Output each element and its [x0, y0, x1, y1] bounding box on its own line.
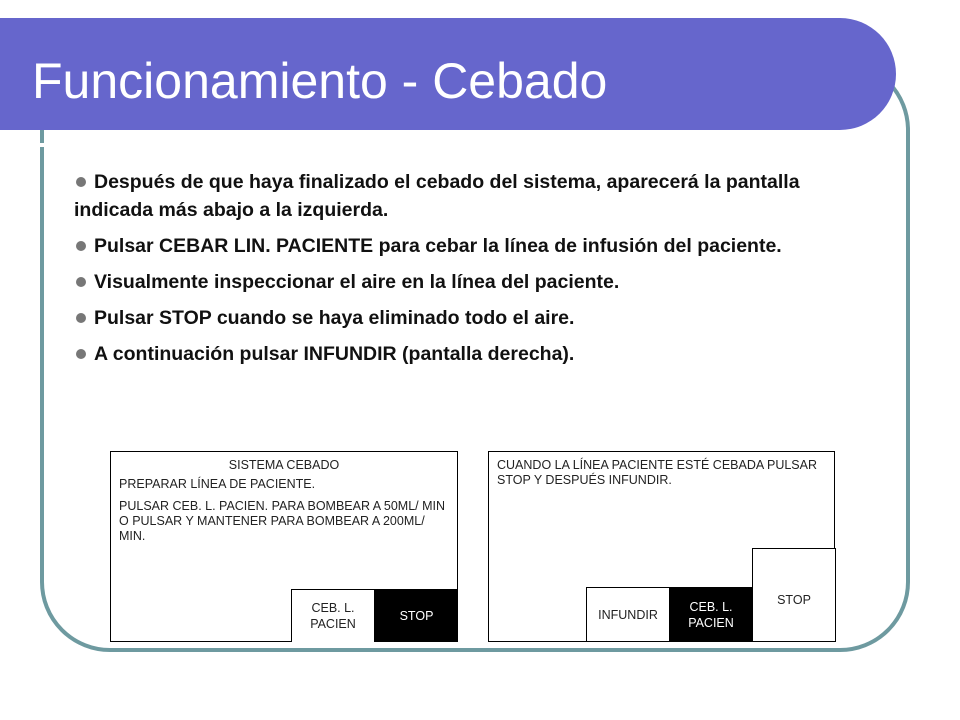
prime-button-label-1: CEB. L. [311, 601, 355, 615]
bullet-item [74, 340, 854, 368]
title-banner [0, 18, 896, 130]
bullet-list [74, 168, 854, 376]
bullet-dot-icon [76, 177, 86, 187]
bullet-dot-icon [76, 349, 86, 359]
bullet-item [74, 304, 854, 332]
screen-message: CUANDO LA LÍNEA PACIENTE ESTÉ CEBADA PULSAR STOP Y DESPUÉS INFUNDIR. [497, 458, 818, 487]
bullet-dot-icon [76, 277, 86, 287]
prime-patient-line-button[interactable] [670, 587, 752, 642]
screen-instruction-2: PULSAR CEB. L. PACIEN. PARA BOMBEAR A 50ML/ MIN O PULSAR Y MANTENER PARA BOMBEAR A 200ML/ MIN. [119, 499, 446, 543]
prime-button-label-2: PACIEN [688, 615, 734, 630]
bullet-text: Pulsar STOP cuando se haya eliminado todo el aire. [94, 307, 575, 329]
infuse-button[interactable]: INFUNDIR [586, 587, 670, 642]
bullet-text: Después de que haya finalizado el cebado del sistema, aparecerá la pantalla indicada más abajo a la izquierda. [74, 171, 800, 221]
bullet-dot-icon [76, 241, 86, 251]
right-device-screen [488, 451, 835, 642]
prime-button-label-2: PACIEN [310, 617, 356, 631]
bullet-text: Visualmente inspeccionar el aire en la línea del paciente. [94, 271, 620, 293]
stop-button[interactable]: STOP [375, 589, 458, 642]
stop-button[interactable]: STOP [752, 548, 836, 642]
left-device-screen [110, 451, 458, 642]
bullet-item [74, 268, 854, 296]
slide-title: Funcionamiento - Cebado [32, 53, 608, 109]
bullet-item [74, 232, 854, 260]
bullet-text: A continuación pulsar INFUNDIR (pantalla derecha). [94, 343, 575, 365]
bullet-item [74, 168, 854, 224]
prime-patient-line-button[interactable] [291, 589, 375, 642]
title-underline [0, 143, 848, 147]
screen-instruction-1: PREPARAR LÍNEA DE PACIENTE. [119, 477, 316, 491]
bullet-text: Pulsar CEBAR LIN. PACIENTE para cebar la línea de infusión del paciente. [94, 235, 782, 257]
bullet-dot-icon [76, 313, 86, 323]
prime-button-label-1: CEB. L. [689, 599, 733, 614]
screen-title: SISTEMA CEBADO [228, 458, 340, 472]
